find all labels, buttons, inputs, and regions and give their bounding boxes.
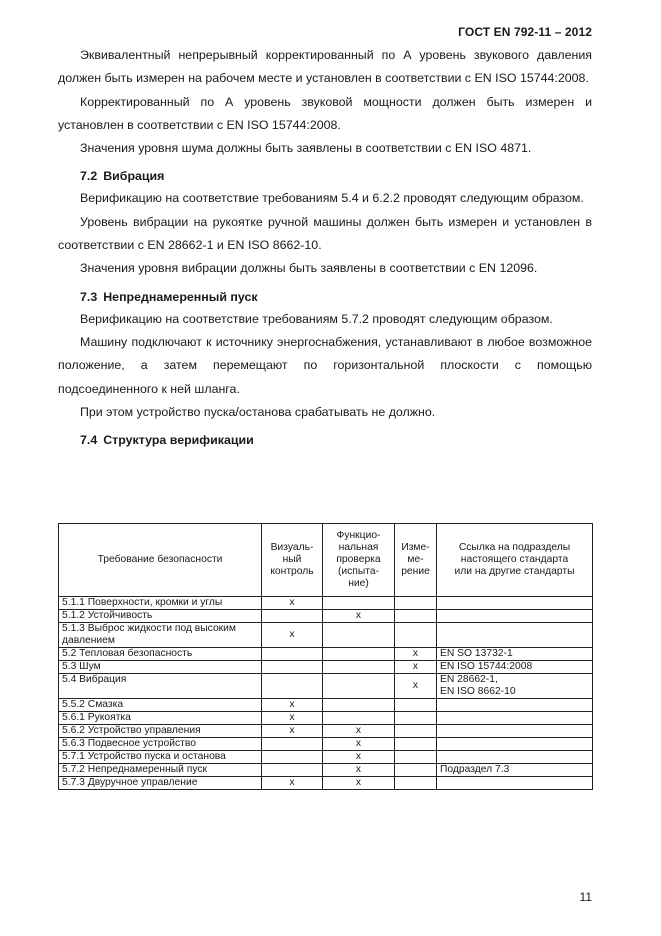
cell-measurement <box>395 712 437 725</box>
cell-functional: x <box>323 751 395 764</box>
cell-visual: x <box>262 712 323 725</box>
header-measurement: Изме- ме- рение <box>395 524 437 597</box>
cell-measurement <box>395 610 437 623</box>
document-body <box>58 44 592 451</box>
table-row <box>59 648 593 661</box>
paragraph-unintended-start-2 <box>58 331 592 401</box>
cell-requirement: 5.1.3 Выброс жидкости под высоким давлением <box>59 623 262 648</box>
cell-measurement <box>395 751 437 764</box>
cell-requirement: 5.5.2 Смазка <box>59 699 262 712</box>
cell-reference <box>437 751 593 764</box>
header-requirement: Требование безопасности <box>59 524 262 597</box>
cell-requirement: 5.3 Шум <box>59 661 262 674</box>
paragraph-text: Эквивалентный непрерывный корректированный по А уровень звукового давления должен быть измерен на рабочем месте и установлен в соответствии с EN ISO 15744:2008. <box>58 48 592 86</box>
cell-measurement: x <box>395 674 437 699</box>
cell-visual <box>262 610 323 623</box>
table-row <box>59 712 593 725</box>
cell-functional <box>323 712 395 725</box>
paragraph-vibration-2 <box>58 211 592 258</box>
cell-measurement: x <box>395 648 437 661</box>
table-row <box>59 661 593 674</box>
table-header-row <box>59 524 593 597</box>
cell-requirement: 5.1.2 Устойчивость <box>59 610 262 623</box>
paragraph-text: Корректированный по А уровень звуковой мощности должен быть измерен и установлен в соответствии с EN ISO 15744:2008. <box>58 94 592 132</box>
section-title: Структура верификации <box>103 433 254 448</box>
table-body <box>59 597 593 790</box>
table-row <box>59 674 593 699</box>
cell-functional <box>323 699 395 712</box>
cell-reference <box>437 597 593 610</box>
section-number: 7.4 <box>80 433 98 448</box>
cell-reference: EN ISO 15744:2008 <box>437 661 593 674</box>
cell-reference <box>437 623 593 648</box>
cell-reference <box>437 610 593 623</box>
section-title: Непреднамеренный пуск <box>103 289 258 304</box>
paragraph-text: Значения уровня вибрации должны быть заявлены в соответствии с EN 12096. <box>80 261 538 276</box>
header-reference: Ссылка на подразделы настоящего стандарта или на другие стандарты <box>437 524 593 597</box>
table-row <box>59 610 593 623</box>
cell-reference <box>437 777 593 790</box>
cell-measurement <box>395 623 437 648</box>
standard-header: ГОСТ EN 792-11 – 2012 <box>458 25 592 39</box>
section-heading-7-4 <box>80 429 592 451</box>
cell-measurement <box>395 764 437 777</box>
cell-reference <box>437 712 593 725</box>
cell-visual: x <box>262 597 323 610</box>
cell-reference: EN 28662-1, EN ISO 8662-10 <box>437 674 593 699</box>
cell-requirement: 5.2 Тепловая безопасность <box>59 648 262 661</box>
cell-requirement: 5.6.2 Устройство управления <box>59 725 262 738</box>
table-row <box>59 751 593 764</box>
paragraph-vibration-1 <box>58 187 592 210</box>
table-row <box>59 623 593 648</box>
section-heading-7-2 <box>80 165 592 187</box>
cell-visual <box>262 738 323 751</box>
cell-measurement: x <box>395 661 437 674</box>
table-row <box>59 597 593 610</box>
verification-table-wrapper <box>58 523 592 790</box>
cell-requirement: 5.1.1 Поверхности, кромки и углы <box>59 597 262 610</box>
cell-reference: Подраздел 7.3 <box>437 764 593 777</box>
page-number: 11 <box>579 890 592 904</box>
paragraph-text: Значения уровня шума должны быть заявлены в соответствии с EN ISO 4871. <box>80 141 532 156</box>
cell-requirement: 5.4 Вибрация <box>59 674 262 699</box>
cell-functional <box>323 674 395 699</box>
cell-reference <box>437 725 593 738</box>
paragraph-unintended-start-3 <box>58 401 592 424</box>
paragraph-text: Машину подключают к источнику энергоснабжения, устанавливают в любое возможное положение, а затем перемещают по горизонтальной плоскости с помощью подсоединенного к ней шланга. <box>58 334 592 396</box>
verification-table <box>58 523 593 790</box>
cell-visual <box>262 661 323 674</box>
cell-measurement <box>395 699 437 712</box>
cell-functional <box>323 648 395 661</box>
paragraph-text: Верификацию на соответствие требованиям 5.7.2 проводят следующим образом. <box>80 311 553 326</box>
section-number: 7.3 <box>80 289 98 304</box>
cell-functional <box>323 623 395 648</box>
section-heading-7-3 <box>80 286 592 308</box>
table-row <box>59 699 593 712</box>
paragraph-unintended-start-1 <box>58 308 592 331</box>
paragraph-text: Верификацию на соответствие требованиям 5.4 и 6.2.2 проводят следующим образом. <box>80 191 584 206</box>
cell-reference <box>437 699 593 712</box>
cell-measurement <box>395 597 437 610</box>
cell-requirement: 5.7.3 Двуручное управление <box>59 777 262 790</box>
cell-requirement: 5.7.2 Непреднамеренный пуск <box>59 764 262 777</box>
cell-requirement: 5.7.1 Устройство пуска и останова <box>59 751 262 764</box>
table-row <box>59 738 593 751</box>
cell-functional: x <box>323 777 395 790</box>
cell-visual: x <box>262 725 323 738</box>
cell-functional: x <box>323 725 395 738</box>
table-row <box>59 777 593 790</box>
section-number: 7.2 <box>80 169 98 184</box>
cell-visual <box>262 648 323 661</box>
paragraph-sound-power <box>58 91 592 138</box>
cell-functional <box>323 597 395 610</box>
cell-visual: x <box>262 777 323 790</box>
cell-functional: x <box>323 738 395 751</box>
header-functional: Функцио- нальная проверка (испыта- ние) <box>323 524 395 597</box>
table-row <box>59 725 593 738</box>
cell-functional <box>323 661 395 674</box>
cell-requirement: 5.6.1 Рукоятка <box>59 712 262 725</box>
cell-visual <box>262 751 323 764</box>
cell-visual: x <box>262 623 323 648</box>
cell-visual <box>262 764 323 777</box>
paragraph-vibration-3 <box>58 257 592 280</box>
cell-functional: x <box>323 764 395 777</box>
paragraph-noise-declared <box>58 137 592 160</box>
header-visual: Визуаль- ный контроль <box>262 524 323 597</box>
paragraph-text: При этом устройство пуска/останова срабатывать не должно. <box>80 404 436 419</box>
cell-measurement <box>395 725 437 738</box>
section-title: Вибрация <box>103 169 165 184</box>
cell-visual <box>262 674 323 699</box>
cell-functional: x <box>323 610 395 623</box>
paragraph-sound-pressure <box>58 44 592 91</box>
cell-measurement <box>395 777 437 790</box>
paragraph-text: Уровень вибрации на рукоятке ручной машины должен быть измерен и установлен в соответствии с EN 28662-1 и EN ISO 8662-10. <box>58 214 592 253</box>
cell-visual: x <box>262 699 323 712</box>
table-row <box>59 764 593 777</box>
cell-reference <box>437 738 593 751</box>
cell-measurement <box>395 738 437 751</box>
cell-reference: EN SO 13732-1 <box>437 648 593 661</box>
cell-requirement: 5.6.3 Подвесное устройство <box>59 738 262 751</box>
